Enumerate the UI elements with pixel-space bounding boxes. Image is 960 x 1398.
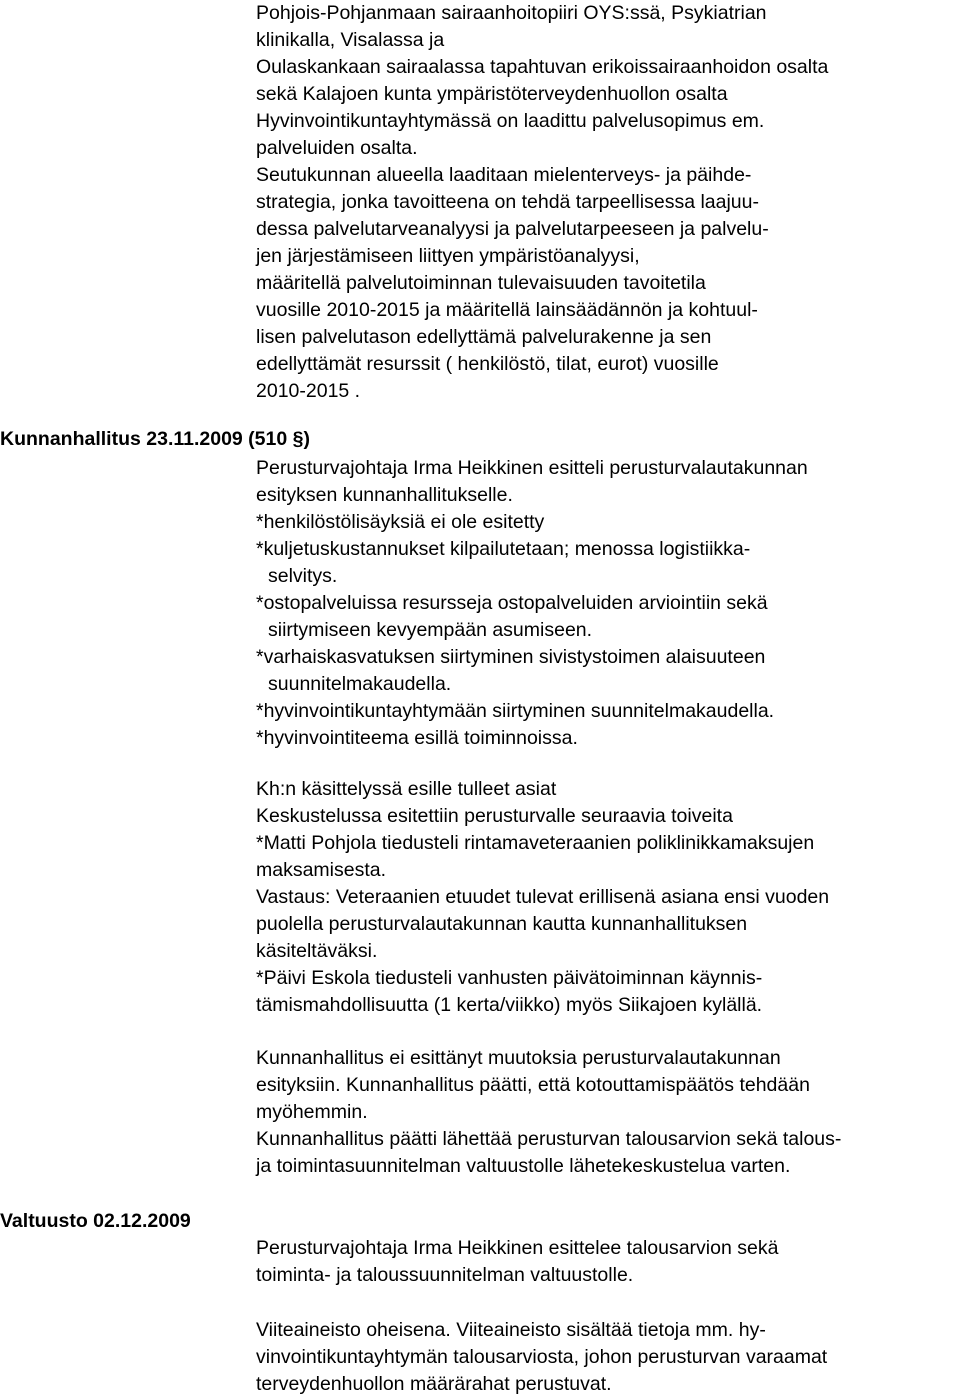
text-line: sekä Kalajoen kunta ympäristöterveydenhuollon osalta xyxy=(256,83,728,105)
text-line: strategia, jonka tavoitteena on tehdä tarpeellisessa laajuu- xyxy=(256,191,759,213)
text-line: dessa palvelutarveanalyysi ja palvelutarpeeseen ja palvelu- xyxy=(256,218,769,240)
text-line: edellyttämät resurssit ( henkilöstö, tilat, eurot) vuosille xyxy=(256,353,719,375)
discussion-paragraph xyxy=(256,776,956,1019)
text-line: Kunnanhallitus päätti lähettää perusturvan talousarvion sekä talous- xyxy=(256,1128,842,1150)
valtuusto-paragraph xyxy=(256,1235,956,1289)
text-line: Seutukunnan alueella laaditaan mielenterveys- ja päihde- xyxy=(256,164,752,186)
text-line: *henkilöstölisäyksiä ei ole esitetty xyxy=(256,511,545,533)
text-line: vuosille 2010-2015 ja määritellä lainsäädännön ja kohtuul- xyxy=(256,299,758,321)
text-line: *hyvinvointiteema esillä toiminnoissa. xyxy=(256,727,578,749)
text-line: suunnitelmakaudella. xyxy=(268,673,452,695)
section-sign: § xyxy=(292,428,304,450)
text-line: *ostopalveluissa resurssejа ostopalveluiden arviointiin sekä xyxy=(256,592,768,614)
text-line: 2010-2015 . xyxy=(256,380,361,402)
text-line: ja toimintasuunnitelman valtuustolle lähetekeskustelua varten. xyxy=(256,1155,791,1177)
text-line: Perusturvajohtaja Irma Heikkinen esitteli perusturvalautakunnan xyxy=(256,457,808,479)
text-line: Viiteaineisto oheisena. Viiteaineisto sisältää tietoja mm. hy- xyxy=(256,1319,766,1341)
text-line: toiminta- ja taloussuunnitelman valtuustolle. xyxy=(256,1264,634,1286)
text-line: siirtymiseen kevyempään asumiseen. xyxy=(268,619,593,641)
text-line: Vastaus: Veteraanien etuudet tulevat erillisenä asiana ensi vuoden xyxy=(256,886,830,908)
text-line: esityksiin. Kunnanhallitus päätti, että kotouttamispäätös tehdään xyxy=(256,1074,810,1096)
text-line: *Matti Pohjola tiedusteli rintamaveteraanien poliklinikkamaksujen xyxy=(256,832,815,854)
text-line: Hyvinvointikuntayhtymässä on laadittu palvelusopimus em. xyxy=(256,110,765,132)
text-line: vinvointikuntayhtymän talousarviosta, johon perusturvan varaamat xyxy=(256,1346,828,1368)
strategy-paragraph xyxy=(256,162,956,405)
text-line: selvitys. xyxy=(268,565,338,587)
decision-paragraph xyxy=(256,1045,956,1180)
text-line: *varhaiskasvatuksen siirtyminen sivistystoimen alaisuuteen xyxy=(256,646,766,668)
text-line: Kh:n käsittelyssä esille tulleet asiat xyxy=(256,778,557,800)
valtuusto-heading: Valtuusto 02.12.2009 xyxy=(0,1210,191,1232)
text-line: käsiteltäväksi. xyxy=(256,940,378,962)
heading-suffix: ) xyxy=(303,428,310,450)
text-line: terveydenhuollon määrärahat perustuvat. xyxy=(256,1373,612,1395)
text-line: *kuljetuskustannukset kilpailutetaan; menossa logistiikka- xyxy=(256,538,751,560)
kunnanhallitus-paragraph xyxy=(256,455,956,752)
text-line: puolella perusturvalautakunnan kautta kunnanhallituksen xyxy=(256,913,748,935)
text-line: Pohjois-Pohjanmaan sairaanhoitopiiri OYS:ssä, Psykiatrian xyxy=(256,2,767,24)
text-line: tämismahdollisuutta (1 kerta/viikko) myös Siikajoen kylällä. xyxy=(256,994,763,1016)
text-line: jen järjestämiseen liittyen ympäristöanalyysi, xyxy=(256,245,640,267)
heading-text: Kunnanhallitus 23.11.2009 (510 xyxy=(0,428,293,450)
text-line: määritellä palvelutoiminnan tulevaisuuden tavoitetila xyxy=(256,272,706,294)
text-line: maksamisesta. xyxy=(256,859,387,881)
text-line: Perusturvajohtaja Irma Heikkinen esittelee talousarvion sekä xyxy=(256,1237,779,1259)
text-line: *hyvinvointikuntayhtymään siirtyminen suunnitelmakaudella. xyxy=(256,700,775,722)
attachments-paragraph xyxy=(256,1317,956,1398)
text-line: esityksen kunnanhallitukselle. xyxy=(256,484,513,506)
kunnanhallitus-heading xyxy=(0,426,310,453)
text-line: Kunnanhallitus ei esittänyt muutoksia perusturvalautakunnan xyxy=(256,1047,781,1069)
intro-paragraph xyxy=(256,0,956,162)
text-line: *Päivi Eskola tiedusteli vanhusten päivätoiminnan käynnis- xyxy=(256,967,763,989)
text-line: Keskustelussa esitettiin perusturvalle seuraavia toiveita xyxy=(256,805,733,827)
text-line: lisen palvelutason edellyttämä palvelurakenne ja sen xyxy=(256,326,712,348)
text-line: Oulaskankaan sairaalassa tapahtuvan erikoissairaanhoidon osalta xyxy=(256,56,829,78)
text-line: myöhemmin. xyxy=(256,1101,368,1123)
text-line: palveluiden osalta. xyxy=(256,137,418,159)
text-line: klinikalla, Visalassa ja xyxy=(256,29,445,51)
